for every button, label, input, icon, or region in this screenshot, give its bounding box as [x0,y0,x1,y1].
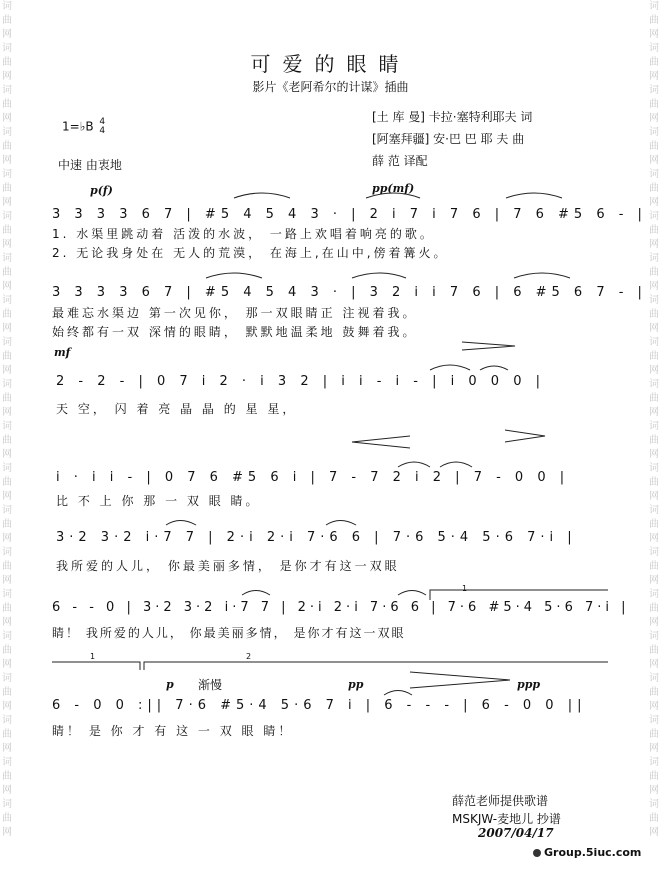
volta-label: 1 [462,584,468,593]
dynamic-marking: p(f) [90,184,113,197]
credit-composer: [阿塞拜疆] 安·巴 巴 耶 夫 曲 [372,132,525,146]
lyric-line: 2. 无论我身处在 无人的荒漠， 在海上,在山中,傍着篝火。 [52,246,449,260]
notation-line: 6 - 0 0 :|| 7·6 #5·4 5·6 7 i | 6 - - - | 6 - 0 0 || [52,698,587,713]
song-subtitle: 影片《老阿希尔的计谋》插曲 [252,80,409,94]
dynamic-marking: pp(mf) [372,182,415,195]
slur [430,365,470,370]
hairpin [505,430,545,442]
volta-bracket [52,662,140,670]
slur [166,521,196,526]
triplet-bracket [352,273,406,278]
volta-label: 1 [90,652,96,661]
credit-translator: 薛 范 译配 [372,154,428,168]
slur [398,591,426,596]
song-title: 可爱的眼睛 [250,52,411,76]
logo-mark-icon [533,849,541,857]
slur [384,691,412,696]
notation-line: 3 3 3 3 6 7 | #5 4 5 4 3 · | 2 i 7 i 7 6 | 7 6 #5 6 - | [52,207,647,222]
time-top: 4 [99,117,106,127]
logo-text: Group.5iuc.com [544,846,642,859]
slur [242,591,270,596]
date-text: 2007/04/17 [478,826,554,840]
notation-line: 2 - 2 - | 0 7 i 2 · i 3 2 | i i - i - | i 0 0 0 | [56,374,545,389]
key-text: 1=♭B [62,119,94,134]
notation-line: 3·2 3·2 i·7 7 | 2·i 2·i 7·6 6 | 7·6 5·4 5·6 7·i | [56,530,577,545]
hairpin [352,436,410,448]
watermark-right: 词曲网词曲网词曲网词曲网词曲网词曲网词曲网词曲网词曲网词曲网词曲网词曲网词曲网词曲网词曲网词曲网词曲网词曲网词曲网词曲网 [649,1,659,838]
tempo-marking: 中速 由衷地 [58,158,122,172]
slur [440,462,472,467]
lyric-line: 最难忘水渠边 第一次见你， 那一双眼睛正 注视着我。 [52,306,418,320]
triplet-bracket [506,193,562,198]
slur [326,521,356,526]
ritardando-marking: 渐慢 [198,678,223,692]
time-signature [99,118,105,136]
dynamic-marking: mf [54,346,71,359]
notation-line: 6 - - 0 | 3·2 3·2 i·7 7 | 2·i 2·i 7·6 6 | 7·6 #5·4 5·6 7·i | [52,600,630,615]
dynamic-marking: ppp [517,678,541,691]
time-bottom: 4 [99,126,106,136]
hairpin [410,672,510,688]
lyric-line: 我所爱的人儿， 你最美丽多情， 是你才有这一双眼 [56,559,400,573]
copyist-credit: MSKJW-麦地儿 抄谱 [452,812,561,826]
volta-bracket [430,590,608,600]
dynamic-marking: pp [348,678,364,691]
credit-lyricist: [土 库 曼] 卡拉·塞特利耶夫 词 [372,110,533,124]
provider-credit: 薛范老师提供歌谱 [452,794,549,808]
triplet-bracket [514,273,570,278]
lyric-line: 1. 水渠里跳动着 活泼的水波， 一路上欢唱着响亮的歌。 [52,227,435,241]
key-signature [62,118,105,136]
slur [398,462,430,467]
hairpin [462,342,515,350]
lyric-line: 比 不 上 你 那 一 双 眼 睛。 [56,494,261,508]
lyric-line: 睛！ 我所爱的人儿， 你最美丽多情， 是你才有这一双眼 [52,626,406,640]
triplet-bracket [206,273,262,278]
notation-line: i · i i - | 0 7 6 #5 6 i | 7 - 7 2 i 2 | 7 - 0 0 | [56,470,570,485]
volta-label: 2 [246,652,252,661]
notation-line: 3 3 3 3 6 7 | #5 4 5 4 3 · | 3 2 i i 7 6 | 6 #5 6 7 - | [52,285,647,300]
lyric-line: 睛！ 是 你 才 有 这 一 双 眼 睛！ [52,724,294,738]
lyric-line: 天 空， 闪 着 亮 晶 晶 的 星 星， [56,402,298,416]
lyric-line: 始终都有一双 深情的眼睛， 默默地温柔地 鼓舞着我。 [52,325,418,339]
slur [480,366,508,370]
triplet-bracket [234,193,290,198]
dynamic-marking: p [166,678,174,691]
volta-bracket [144,662,608,670]
site-logo [533,846,641,859]
watermark-left: 词曲网词曲网词曲网词曲网词曲网词曲网词曲网词曲网词曲网词曲网词曲网词曲网词曲网词曲网词曲网词曲网词曲网词曲网词曲网词曲网 [2,1,12,838]
